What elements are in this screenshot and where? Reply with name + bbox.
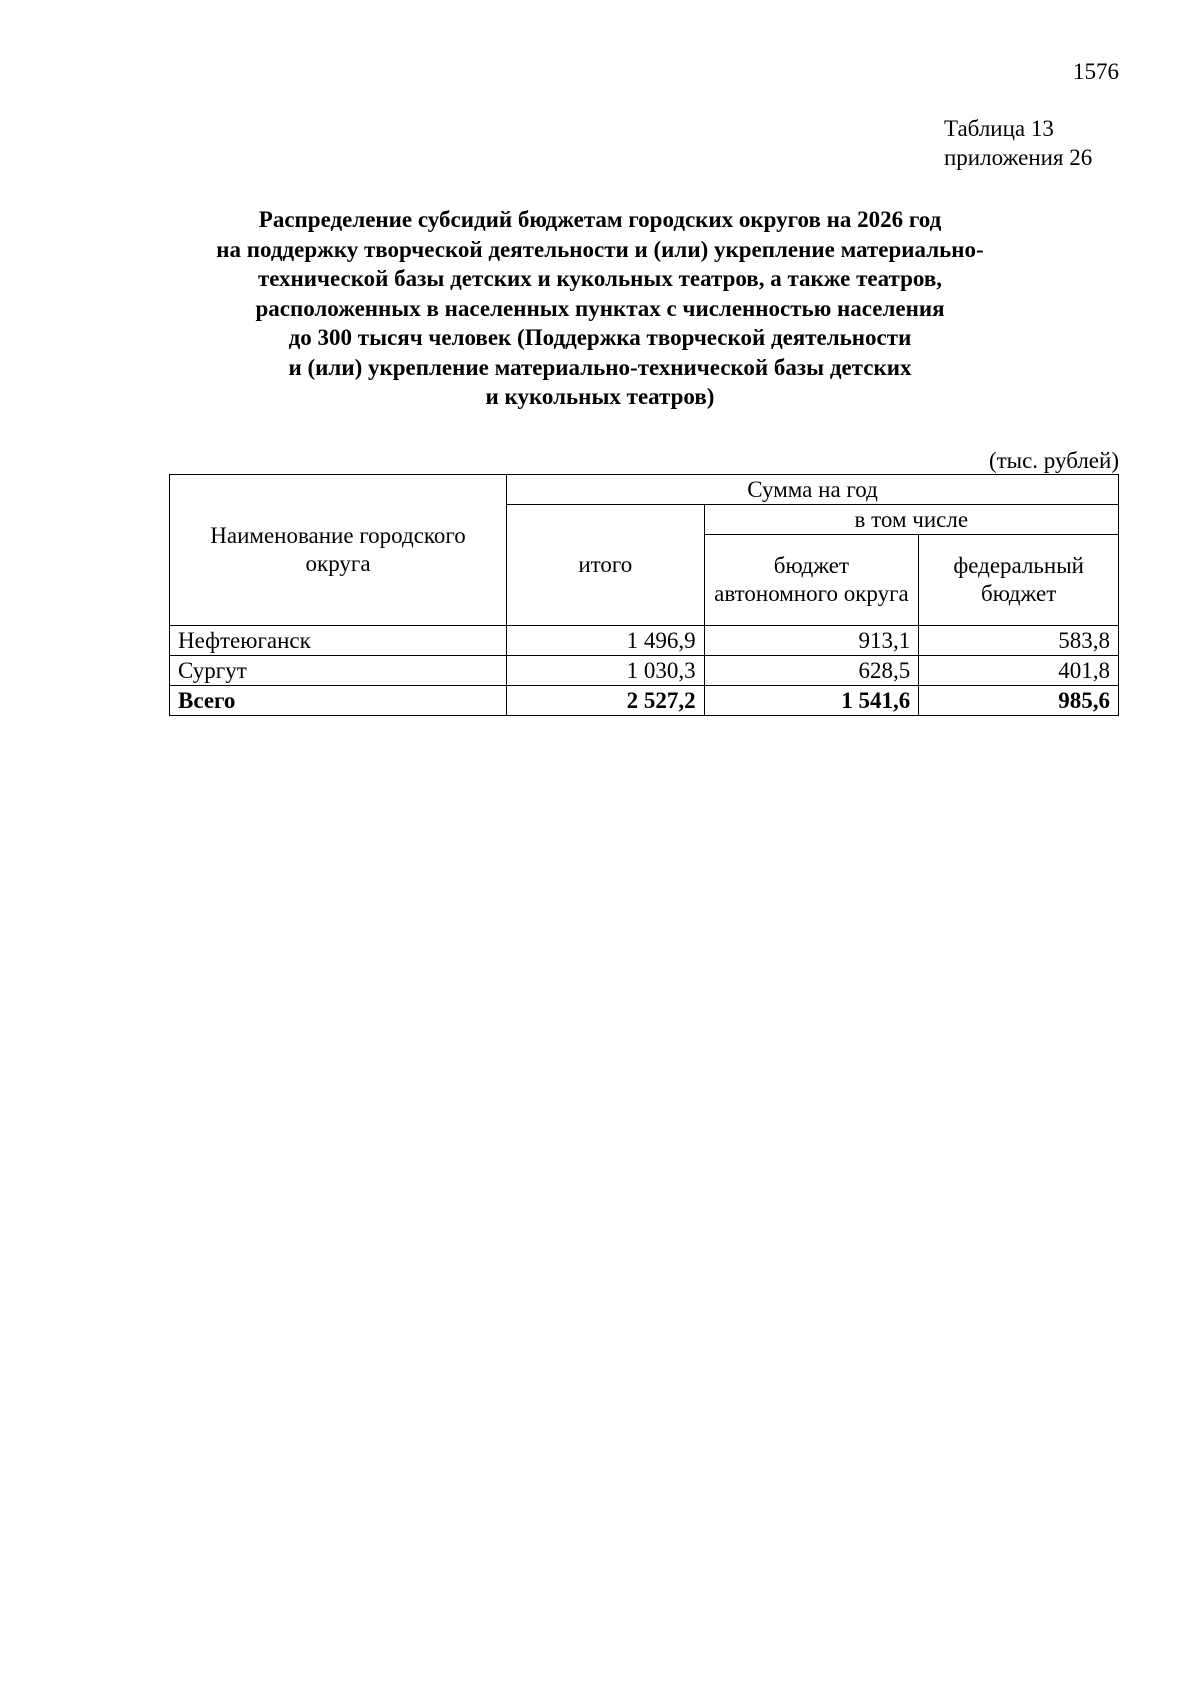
cell-name: Нефтеюганск [170,626,507,656]
table-ref-line-1: Таблица 13 [944,116,1054,141]
title-line: Распределение субсидий бюджетам городских округов на 2026 год [258,207,942,232]
title-line: до 300 тысяч человек (Поддержка творческой деятельности [288,325,912,350]
table-row [170,656,1119,686]
cell-federal: 583,8 [919,626,1119,656]
units-label: (тыс. рублей) [988,448,1119,473]
header-including: в том числе [704,505,1118,535]
title-line: и (или) укрепление материально-технической базы детских [288,354,912,380]
subsidy-table [169,474,1119,716]
table-row [170,626,1119,656]
cell-name: Всего [170,686,507,716]
document-title [150,205,1050,412]
header-total: итого [507,505,705,626]
cell-total: 1 030,3 [507,656,705,686]
header-ao-budget: бюджет автономного округа [704,535,919,626]
title-line: технической базы детских и кукольных театров, а также театров, [257,266,943,291]
cell-name: Сургут [170,656,507,686]
cell-federal: 985,6 [919,686,1119,716]
table-reference [944,114,1092,172]
cell-total: 2 527,2 [507,686,705,716]
cell-ao: 628,5 [704,656,919,686]
table-ref-line-2: приложения 26 [944,145,1093,170]
cell-ao: 1 541,6 [704,686,919,716]
page-number: 1576 [1073,59,1119,84]
table-total-row [170,686,1119,716]
title-line: и кукольных театров) [485,384,715,409]
cell-federal: 401,8 [919,656,1119,686]
title-line: расположенных в населенных пунктах с численностью населения [255,295,945,321]
header-name: Наименование городского округа [170,475,507,626]
header-federal-budget: федеральный бюджет [919,535,1119,626]
cell-total: 1 496,9 [507,626,705,656]
title-line: на поддержку творческой деятельности и (или) укрепление материально- [216,236,984,262]
header-sum-per-year: Сумма на год [507,475,1119,505]
cell-ao: 913,1 [704,626,919,656]
